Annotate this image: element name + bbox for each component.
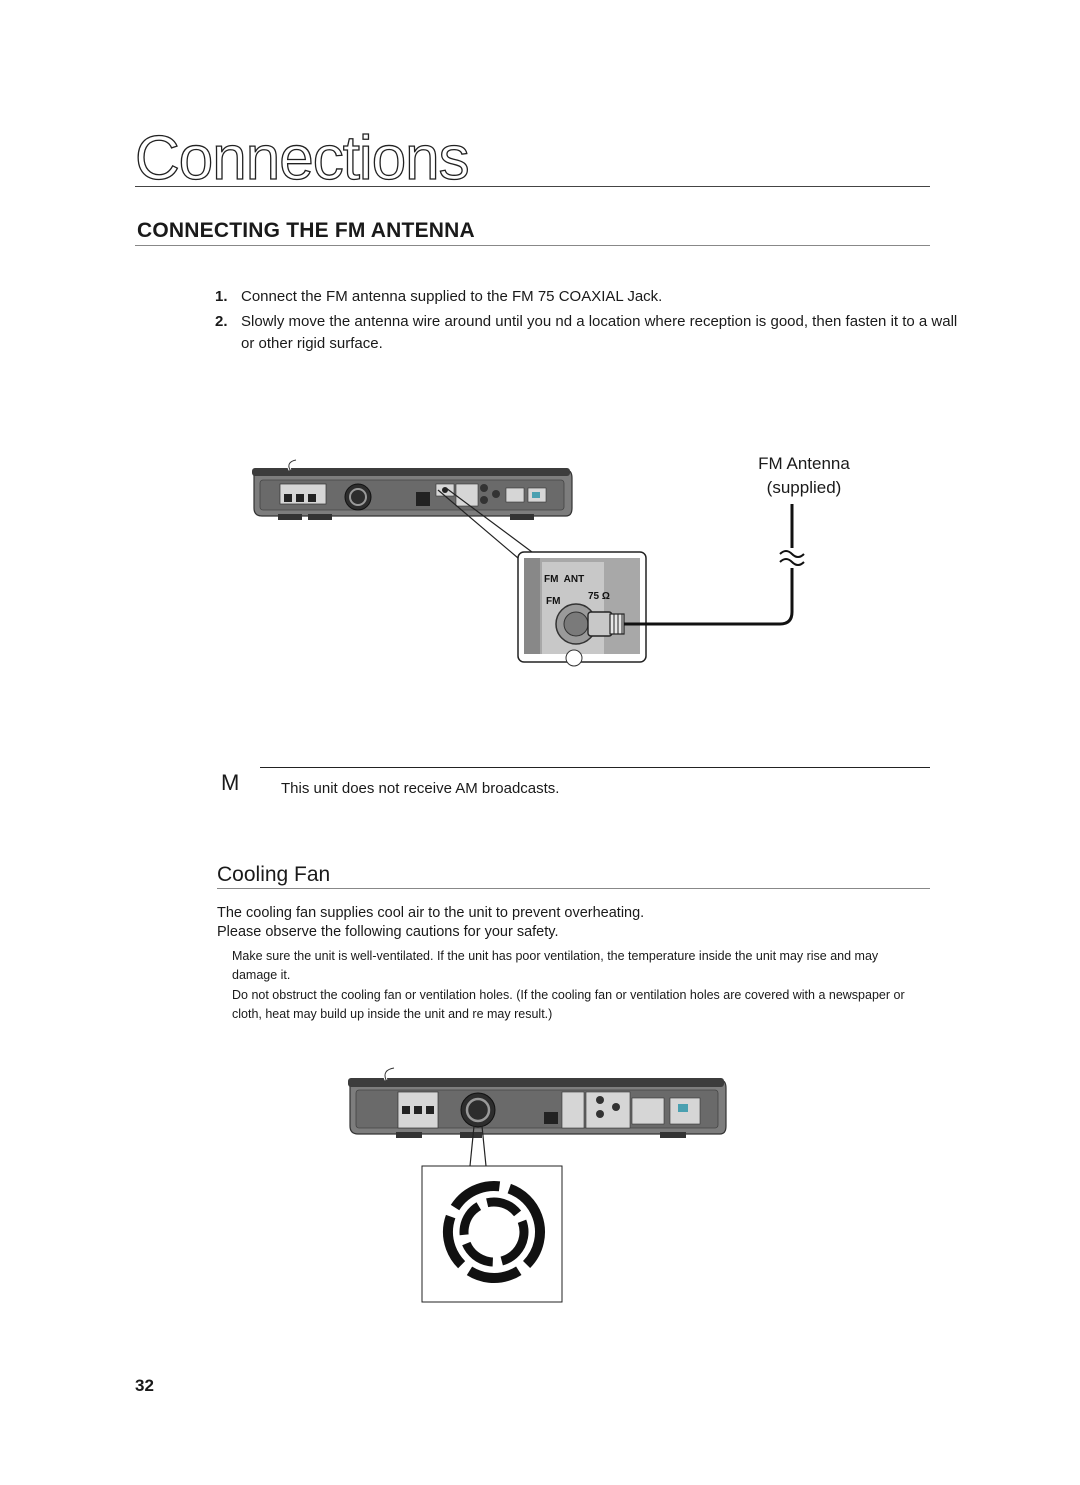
fan-zoom — [422, 1166, 562, 1302]
zoom-heading: FM ANT — [544, 574, 585, 585]
cable-break-mark — [780, 551, 804, 565]
section-rule — [135, 245, 930, 246]
caution-bullet-1: Make sure the unit is well-ventilated. If the unit has poor ventilation, the temperature inside the unit may rise and may damage it. — [232, 949, 879, 982]
fm-jack-zoom — [518, 552, 646, 666]
receiver-rear-panel — [348, 1068, 726, 1138]
cooling-fan-title: Cooling Fan — [217, 863, 331, 886]
antenna-label — [739, 452, 869, 500]
note-text: This unit does not receive AM broadcasts. — [281, 780, 560, 797]
step-text: Connect the FM antenna supplied to the FM 75 COAXIAL Jack. — [241, 288, 663, 305]
step-number: 1. — [215, 288, 228, 305]
step-number: 2. — [215, 313, 228, 330]
receiver-rear-panel — [252, 460, 572, 520]
chapter-rule — [135, 186, 930, 187]
zoom-jack-label: FM — [546, 596, 561, 607]
caution-bullet-2: Do not obstruct the cooling fan or ventilation holes. (If the cooling fan or ventilation holes are covered with a newspaper or cloth, heat may build up inside the unit and re may result.) — [232, 988, 905, 1021]
cooling-intro-2: Please observe the following cautions for your safety. — [217, 924, 559, 940]
antenna-label-line2: (supplied) — [766, 478, 842, 497]
antenna-cable — [624, 504, 792, 624]
section-title: CONNECTING THE FM ANTENNA — [137, 219, 475, 242]
antenna-label-line1: FM Antenna — [758, 454, 850, 473]
step-text: Slowly move the antenna wire around until you nd a location where reception is good, then fasten it to a wall or other rigid surface. — [241, 313, 958, 352]
note-rule — [260, 767, 930, 768]
page-number: 32 — [135, 1376, 154, 1395]
cooling-intro-1: The cooling fan supplies cool air to the unit to prevent overheating. — [217, 905, 645, 921]
chapter-title: Connections — [135, 124, 469, 193]
cooling-fan-diagram — [340, 1062, 740, 1307]
note-icon: M — [221, 770, 240, 795]
zoom-ohm-label: 75 Ω — [588, 591, 610, 602]
cooling-fan-rule — [217, 888, 930, 889]
